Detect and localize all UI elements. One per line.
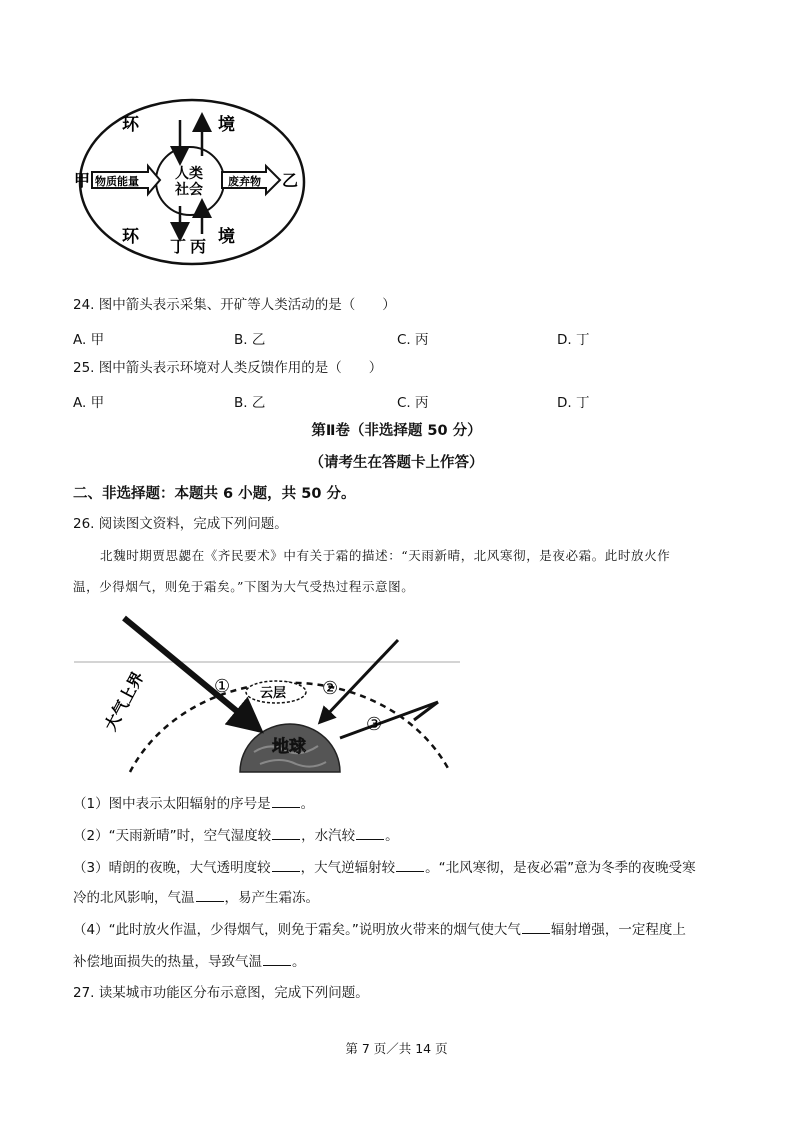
human-environment-diagram xyxy=(76,96,312,268)
q26-sub3-text-c: 。“北风寒彻，是夜必霜”意为冬季的夜晚受寒 xyxy=(425,860,696,876)
q26-sub3-text-a: （3）晴朗的夜晚，大气透明度较 xyxy=(73,860,271,876)
num-1: ① xyxy=(214,676,231,697)
society-label-line2: 社会 xyxy=(175,182,203,198)
bing-label: 丙 xyxy=(190,237,207,256)
q25-option-c: C. 丙 xyxy=(397,395,429,411)
arrow-solar-radiation xyxy=(124,618,250,722)
num-3: ③ xyxy=(366,714,383,735)
section-title: 第Ⅱ卷（非选择题 50 分） xyxy=(311,423,482,439)
earth-label: 地球 xyxy=(272,737,306,757)
q26-sub2-text-b: ，水汽较 xyxy=(301,828,356,844)
q26-sub4-blank-1[interactable] xyxy=(522,920,550,934)
env-top-right-label: 境 xyxy=(218,115,235,135)
q26-sub2-text-a: （2）“天雨新晴”时，空气湿度较 xyxy=(73,828,272,844)
q26-sub2-blank-1[interactable] xyxy=(272,826,300,840)
num-2: ② xyxy=(322,678,339,699)
q26-passage-line2: 温，少得烟气，则免于霜矣。”下图为大气受热过程示意图。 xyxy=(73,579,415,594)
arrow-3 xyxy=(340,702,438,738)
q26-sub1-blank[interactable] xyxy=(272,794,300,808)
env-bottom-left-label: 环 xyxy=(122,227,139,247)
q26-sub4-text-b: 辐射增强，一定程度上 xyxy=(550,922,686,938)
atmosphere-heating-diagram xyxy=(74,612,464,774)
cloud-label: 云层 xyxy=(260,686,287,701)
page-footer: 第 7 页／共 14 页 xyxy=(345,1041,448,1056)
q26-sub3-text-d: 冷的北风影响，气温 xyxy=(73,890,195,906)
q26-sub4-blank-2[interactable] xyxy=(263,952,291,966)
q24-option-b: B. 乙 xyxy=(234,332,266,348)
env-top-left-label: 环 xyxy=(122,115,139,135)
q26-sub4-text-a: （4）“此时放火作温，少得烟气，则免于霜矣。”说明放火带来的烟气使大气 xyxy=(73,922,521,938)
society-label-line1: 人类 xyxy=(175,166,203,182)
q26-sub3-text-e: ，易产生霜冻。 xyxy=(224,890,319,906)
q26-sub3-text-b: ，大气逆辐射较 xyxy=(300,860,396,876)
q27-stem: 27. 读某城市功能区分布示意图，完成下列问题。 xyxy=(73,985,369,1001)
section-subtitle: （请考生在答题卡上作答） xyxy=(309,455,484,471)
q24-option-d: D. 丁 xyxy=(557,332,590,348)
q26-sub4-line2 xyxy=(73,952,306,972)
env-bottom-right-label: 境 xyxy=(218,227,235,247)
q26-sub4-text-c: 补偿地面损失的热量，导致气温 xyxy=(73,954,262,970)
q25-stem: 25. 图中箭头表示环境对人类反馈作用的是（ ） xyxy=(73,360,383,376)
q25-option-a: A. 甲 xyxy=(73,395,105,411)
q26-passage-line1: 北魏时期贾思勰在《齐民要术》中有关于霜的描述：“天雨新晴，北风寒彻，是夜必霜。此时放火作 xyxy=(100,548,671,563)
material-energy-label: 物质能量 xyxy=(95,175,139,188)
q26-sub2-text-c: 。 xyxy=(385,828,399,844)
q26-sub3-blank-2[interactable] xyxy=(396,858,424,872)
q26-sub3-blank-3[interactable] xyxy=(196,888,224,902)
q26-sub3-line2 xyxy=(73,888,319,908)
atmosphere-label: 大气上界 xyxy=(100,668,148,734)
ding-label: 丁 xyxy=(170,237,187,256)
q26-sub4-line1 xyxy=(73,920,686,940)
q26-sub1-text-a: （1）图中表示太阳辐射的序号是 xyxy=(73,796,271,812)
q24-option-a: A. 甲 xyxy=(73,332,105,348)
q26-stem: 26. 阅读图文资料，完成下列问题。 xyxy=(73,516,288,532)
q26-sub3-line1 xyxy=(73,858,696,878)
jia-label: 甲 xyxy=(74,171,91,190)
q26-sub1 xyxy=(73,794,314,814)
q26-sub4-text-d: 。 xyxy=(292,954,306,970)
q24-stem: 24. 图中箭头表示采集、开矿等人类活动的是（ ） xyxy=(73,297,396,313)
q26-sub3-blank-1[interactable] xyxy=(272,858,300,872)
waste-label: 废弃物 xyxy=(228,175,261,188)
section-heading: 二、非选择题：本题共 6 小题，共 50 分。 xyxy=(73,486,356,502)
q25-option-d: D. 丁 xyxy=(557,395,590,411)
q26-sub2-blank-2[interactable] xyxy=(356,826,384,840)
q24-option-c: C. 丙 xyxy=(397,332,429,348)
q25-option-b: B. 乙 xyxy=(234,395,266,411)
q26-sub2 xyxy=(73,826,399,846)
yi-label: 乙 xyxy=(282,171,299,190)
q26-sub1-text-b: 。 xyxy=(300,796,315,812)
